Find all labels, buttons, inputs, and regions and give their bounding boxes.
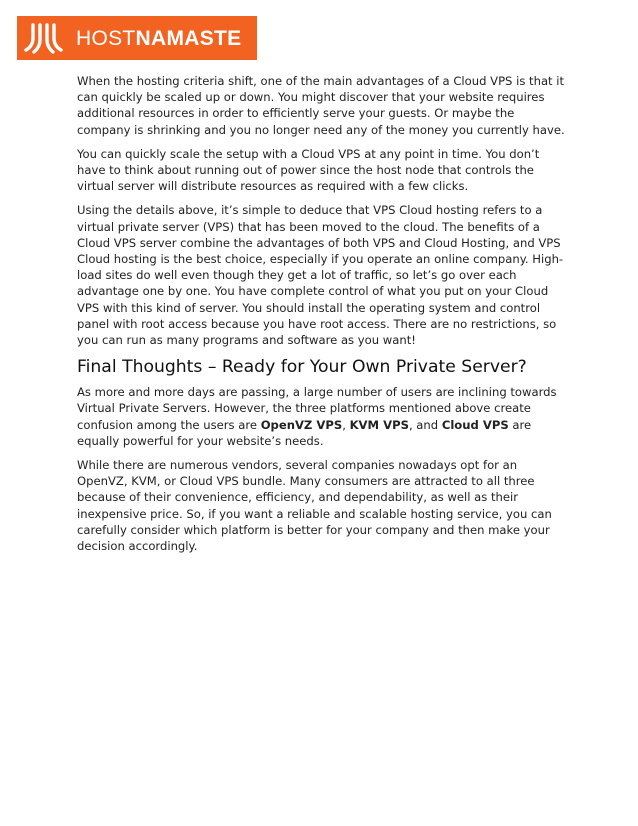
paragraph-platforms-text-c: are equally powerful for your website’s needs. [77, 417, 532, 448]
paragraph-scaling: When the hosting criteria shift, one of the main advantages of a Cloud VPS is that it can quickly be scaled up or down. You might discover that your website requires additional resources in order to efficiently serve your guests. Or maybe the company is shrinking and you no longer need any of the money you currently have. [77, 74, 565, 137]
platform-openvz: OpenVZ VPS [260, 417, 343, 432]
platform-cloud: Cloud VPS [441, 417, 509, 432]
paragraph-platforms [77, 384, 565, 449]
paragraph-vps-cloud: Using the details above, it’s simple to deduce that VPS Cloud hosting refers to a virtual private server (VPS) that has been moved to the cloud. The benefits of a Cloud VPS server combine the advantages of both VPS and Cloud Hosting, and VPS Cloud hosting is the best choice, especially if you operate an online company. High-load sites do well even though they get a lot of traffic, so let’s go over each advantage one by one. You have complete control of what you put on your Cloud VPS with this kind of server. You should install the operating system and control panel with root access because you have root access. There are no restrictions, so you can run as many programs and software as you want! [77, 203, 564, 348]
separator-1: , [342, 417, 350, 432]
logo-wordmark [76, 28, 241, 49]
separator-2: , and [408, 417, 442, 432]
paragraph-quick-scale: You can quickly scale the setup with a Cloud VPS at any point in time. You don’t have to think about running out of power since the host node that controls the virtual server will distribute resources as required with a few clicks. [77, 146, 540, 194]
hostnamaste-logo [17, 16, 257, 60]
logo-word-host: HOST [76, 27, 136, 50]
article-body [77, 73, 565, 562]
logo-word-namaste: NAMASTE [135, 27, 242, 50]
paragraph-platforms-text-a: As more and more days are passing, a large number of users are inclining towards Virtual Private Servers. However, the three platforms mentioned above create confusion among the users are [77, 385, 557, 432]
section-heading-final-thoughts: Final Thoughts – Ready for Your Own Private Server? [77, 357, 527, 378]
paragraph-vendors: While there are numerous vendors, several companies nowadays opt for an OpenVZ, KVM, or Cloud VPS bundle. Many consumers are attracted to all three because of their convenience, efficiency, and dependability, as well as their inexpensive price. So, if you want a reliable and scalable hosting service, you can carefully consider which platform is better for your company and then make your decision accordingly. [77, 458, 552, 554]
platform-kvm: KVM VPS [349, 417, 409, 432]
